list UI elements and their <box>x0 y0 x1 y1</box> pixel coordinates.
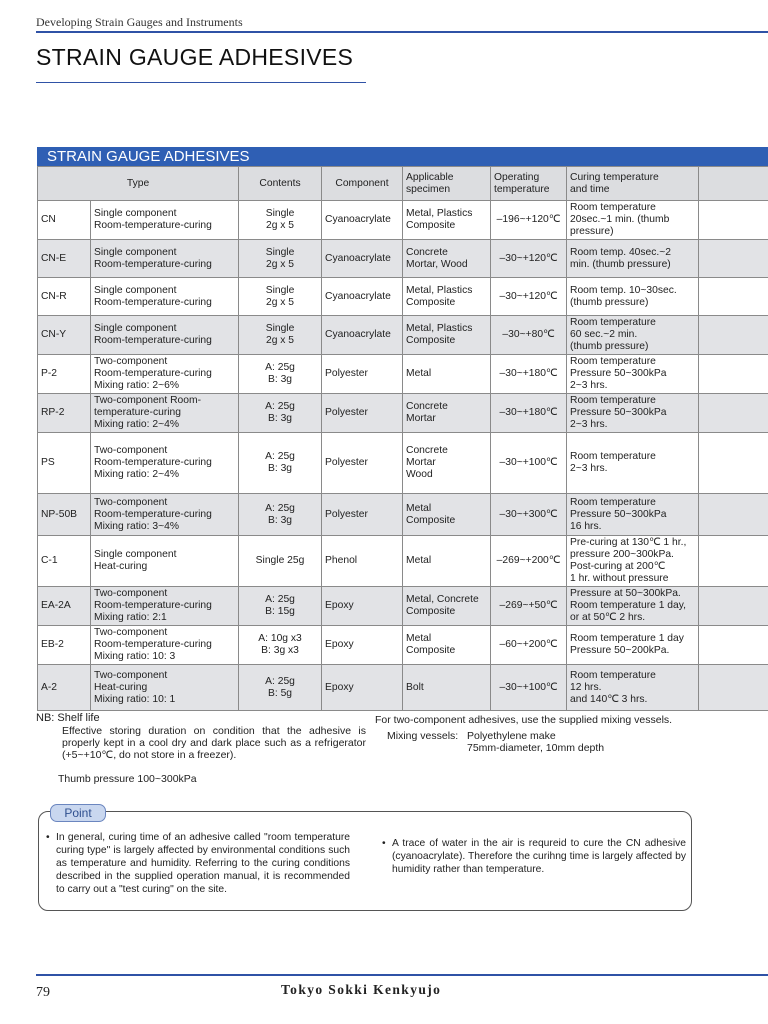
cell-curing: Room temperature Pressure 50~300kPa 2~3 hrs. <box>567 355 699 394</box>
cell-temperature: –30~+80℃ <box>491 316 567 355</box>
cell-contents: A: 25g B: 3g <box>239 355 322 394</box>
cell-temperature: –30~+180℃ <box>491 394 567 433</box>
col-header-curing: Curing temperature and time <box>567 167 699 201</box>
cell-specimen: Metal, Concrete Composite <box>403 587 491 626</box>
cell-type: Two-component Room-temperature-curing Mixing ratio: 10: 3 <box>91 626 239 665</box>
cell-name: CN-E <box>38 240 91 278</box>
cell-type: Two-component Room- temperature-curing Mixing ratio: 2~4% <box>91 394 239 433</box>
cell-specimen: Bolt <box>403 665 491 711</box>
mixing-vessels-spec <box>467 730 604 754</box>
cell-temperature: –269~+200℃ <box>491 536 567 587</box>
cell-curing: Room temp. 40sec.~2 min. (thumb pressure) <box>567 240 699 278</box>
cell-specimen: Metal Composite <box>403 626 491 665</box>
cell-temperature: –30~+120℃ <box>491 278 567 316</box>
bullet-icon: • <box>46 832 50 843</box>
cell-blank <box>699 433 768 494</box>
table-row <box>38 355 768 394</box>
table-row <box>38 536 768 587</box>
cell-curing: Room temp. 10~30sec. (thumb pressure) <box>567 278 699 316</box>
bottom-rule <box>36 974 768 976</box>
cell-name: RP-2 <box>38 394 91 433</box>
cell-component: Cyanoacrylate <box>322 240 403 278</box>
cell-curing: Pre-curing at 130℃ 1 hr., pressure 200~300kPa. Post-curing at 200℃ 1 hr. without pressure <box>567 536 699 587</box>
cell-curing: Room temperature 20sec.~1 min. (thumb pressure) <box>567 201 699 240</box>
cell-component: Cyanoacrylate <box>322 201 403 240</box>
table-row <box>38 433 768 494</box>
cell-component: Polyester <box>322 394 403 433</box>
cell-specimen: Metal, Plastics Composite <box>403 316 491 355</box>
cell-component: Cyanoacrylate <box>322 278 403 316</box>
cell-blank <box>699 536 768 587</box>
cell-type: Single component Heat-curing <box>91 536 239 587</box>
cell-name: P-2 <box>38 355 91 394</box>
cell-contents: A: 25g B: 3g <box>239 433 322 494</box>
col-header-specimen: Applicable specimen <box>403 167 491 201</box>
cell-temperature: –30~+100℃ <box>491 665 567 711</box>
table-row <box>38 626 768 665</box>
cell-blank <box>699 316 768 355</box>
mixing-vessels-row <box>387 730 755 754</box>
cell-blank <box>699 626 768 665</box>
cell-type: Two-component Room-temperature-curing Mixing ratio: 2~6% <box>91 355 239 394</box>
table-row <box>38 665 768 711</box>
table-header-row <box>38 167 768 201</box>
cell-blank <box>699 587 768 626</box>
cell-component: Epoxy <box>322 626 403 665</box>
cell-curing: Room temperature Pressure 50~300kPa 16 hrs. <box>567 494 699 536</box>
mixing-vessels-line2: 75mm-diameter, 10mm depth <box>467 742 605 754</box>
section-title-bar: STRAIN GAUGE ADHESIVES <box>37 147 768 166</box>
cell-temperature: –60~+200℃ <box>491 626 567 665</box>
cell-contents: A: 25g B: 15g <box>239 587 322 626</box>
table-row <box>38 394 768 433</box>
point-tag: Point <box>50 804 106 822</box>
cell-blank <box>699 494 768 536</box>
cell-component: Polyester <box>322 355 403 394</box>
cell-specimen: Metal <box>403 536 491 587</box>
cell-blank <box>699 278 768 316</box>
cell-contents: A: 25g B: 5g <box>239 665 322 711</box>
point-right-text: A trace of water in the air is requreid to cure the CN adhesive (cyanoacrylate). Therefore the curihng time is largely affected by humidity rather than temperature. <box>392 838 686 875</box>
cell-contents: A: 25g B: 3g <box>239 394 322 433</box>
cell-contents: A: 10g x3 B: 3g x3 <box>239 626 322 665</box>
shelf-life-note <box>36 712 366 785</box>
cell-specimen: Metal <box>403 355 491 394</box>
col-header-blank <box>699 167 768 201</box>
cell-component: Cyanoacrylate <box>322 316 403 355</box>
cell-curing: Room temperature 60 sec.~2 min. (thumb pressure) <box>567 316 699 355</box>
cell-specimen: Concrete Mortar Wood <box>403 433 491 494</box>
table-row <box>38 587 768 626</box>
cell-specimen: Metal Composite <box>403 494 491 536</box>
cell-type: Single component Room-temperature-curing <box>91 240 239 278</box>
cell-temperature: –30~+180℃ <box>491 355 567 394</box>
cell-curing: Room temperature 1 day Pressure 50~200kPa. <box>567 626 699 665</box>
cell-name: CN-Y <box>38 316 91 355</box>
cell-name: A-2 <box>38 665 91 711</box>
cell-blank <box>699 394 768 433</box>
cell-component: Polyester <box>322 494 403 536</box>
page-title: STRAIN GAUGE ADHESIVES <box>36 44 354 70</box>
cell-type: Two-component Room-temperature-curing Mixing ratio: 2~4% <box>91 433 239 494</box>
cell-blank <box>699 665 768 711</box>
title-rule <box>36 82 366 83</box>
cell-temperature: –30~+120℃ <box>491 240 567 278</box>
cell-contents: Single 2g x 5 <box>239 201 322 240</box>
cell-component: Phenol <box>322 536 403 587</box>
cell-contents: Single 2g x 5 <box>239 240 322 278</box>
cell-contents: Single 2g x 5 <box>239 316 322 355</box>
cell-curing: Room temperature 12 hrs. and 140℃ 3 hrs. <box>567 665 699 711</box>
cell-temperature: –30~+300℃ <box>491 494 567 536</box>
cell-name: PS <box>38 433 91 494</box>
cell-specimen: Concrete Mortar <box>403 394 491 433</box>
mixing-vessels-line1: Polyethylene make <box>467 730 556 742</box>
cell-type: Single component Room-temperature-curing <box>91 278 239 316</box>
point-bullet-right <box>382 838 686 877</box>
cell-component: Polyester <box>322 433 403 494</box>
mixing-vessel-note <box>375 714 755 754</box>
table-body <box>38 201 768 711</box>
cell-specimen: Metal, Plastics Composite <box>403 278 491 316</box>
cell-curing: Pressure at 50~300kPa. Room temperature 1 day, or at 50℃ 2 hrs. <box>567 587 699 626</box>
col-header-component: Component <box>322 167 403 201</box>
col-header-type: Type <box>38 167 239 201</box>
table-row <box>38 316 768 355</box>
cell-blank <box>699 355 768 394</box>
cell-blank <box>699 201 768 240</box>
cell-name: CN-R <box>38 278 91 316</box>
top-rule <box>36 31 768 33</box>
publisher-name: Tokyo Sokki Kenkyujo <box>281 982 442 997</box>
bullet-icon: • <box>382 838 386 849</box>
cell-type: Two-component Room-temperature-curing Mixing ratio: 2:1 <box>91 587 239 626</box>
table-row <box>38 494 768 536</box>
cell-specimen: Metal, Plastics Composite <box>403 201 491 240</box>
cell-name: C-1 <box>38 536 91 587</box>
cell-component: Epoxy <box>322 665 403 711</box>
adhesive-spec-table <box>37 166 768 711</box>
cell-name: EA-2A <box>38 587 91 626</box>
cell-blank <box>699 240 768 278</box>
cell-contents: A: 25g B: 3g <box>239 494 322 536</box>
cell-name: CN <box>38 201 91 240</box>
col-header-contents: Contents <box>239 167 322 201</box>
cell-temperature: –269~+50℃ <box>491 587 567 626</box>
shelf-life-text: Effective storing duration on condition that the adhesive is properly kept in a cool dry and dark place such as a refrigerator (+5~+10℃, do not store in a freezer). <box>62 725 366 761</box>
cell-specimen: Concrete Mortar, Wood <box>403 240 491 278</box>
thumb-pressure-note: Thumb pressure 100~300kPa <box>58 773 197 785</box>
cell-contents: Single 2g x 5 <box>239 278 322 316</box>
cell-temperature: –30~+100℃ <box>491 433 567 494</box>
point-left-text: In general, curing time of an adhesive called "room temperature curing type" is largely affected by environmental conditions such as temperature and humidity. Referring to the curing conditions described in the supplied operation manual, it is recommended to carry out a "test curing" on the site. <box>56 832 350 895</box>
col-header-temperature: Operating temperature <box>491 167 567 201</box>
table-row <box>38 278 768 316</box>
page-number: 79 <box>36 985 50 1000</box>
mixing-vessels-label: Mixing vessels: <box>387 730 459 742</box>
cell-type: Single component Room-temperature-curing <box>91 201 239 240</box>
point-bullet-left <box>46 832 350 897</box>
cell-component: Epoxy <box>322 587 403 626</box>
shelf-life-title: NB: Shelf life <box>36 712 100 724</box>
cell-type: Single component Room-temperature-curing <box>91 316 239 355</box>
table-row <box>38 201 768 240</box>
cell-name: EB-2 <box>38 626 91 665</box>
cell-curing: Room temperature Pressure 50~300kPa 2~3 hrs. <box>567 394 699 433</box>
cell-temperature: –196~+120℃ <box>491 201 567 240</box>
table-row <box>38 240 768 278</box>
cell-name: NP-50B <box>38 494 91 536</box>
cell-type: Two-component Room-temperature-curing Mixing ratio: 3~4% <box>91 494 239 536</box>
two-component-note: For two-component adhesives, use the supplied mixing vessels. <box>375 714 673 726</box>
cell-type: Two-component Heat-curing Mixing ratio: 10: 1 <box>91 665 239 711</box>
running-title: Developing Strain Gauges and Instruments <box>36 15 243 29</box>
cell-contents: Single 25g <box>239 536 322 587</box>
cell-curing: Room temperature 2~3 hrs. <box>567 433 699 494</box>
